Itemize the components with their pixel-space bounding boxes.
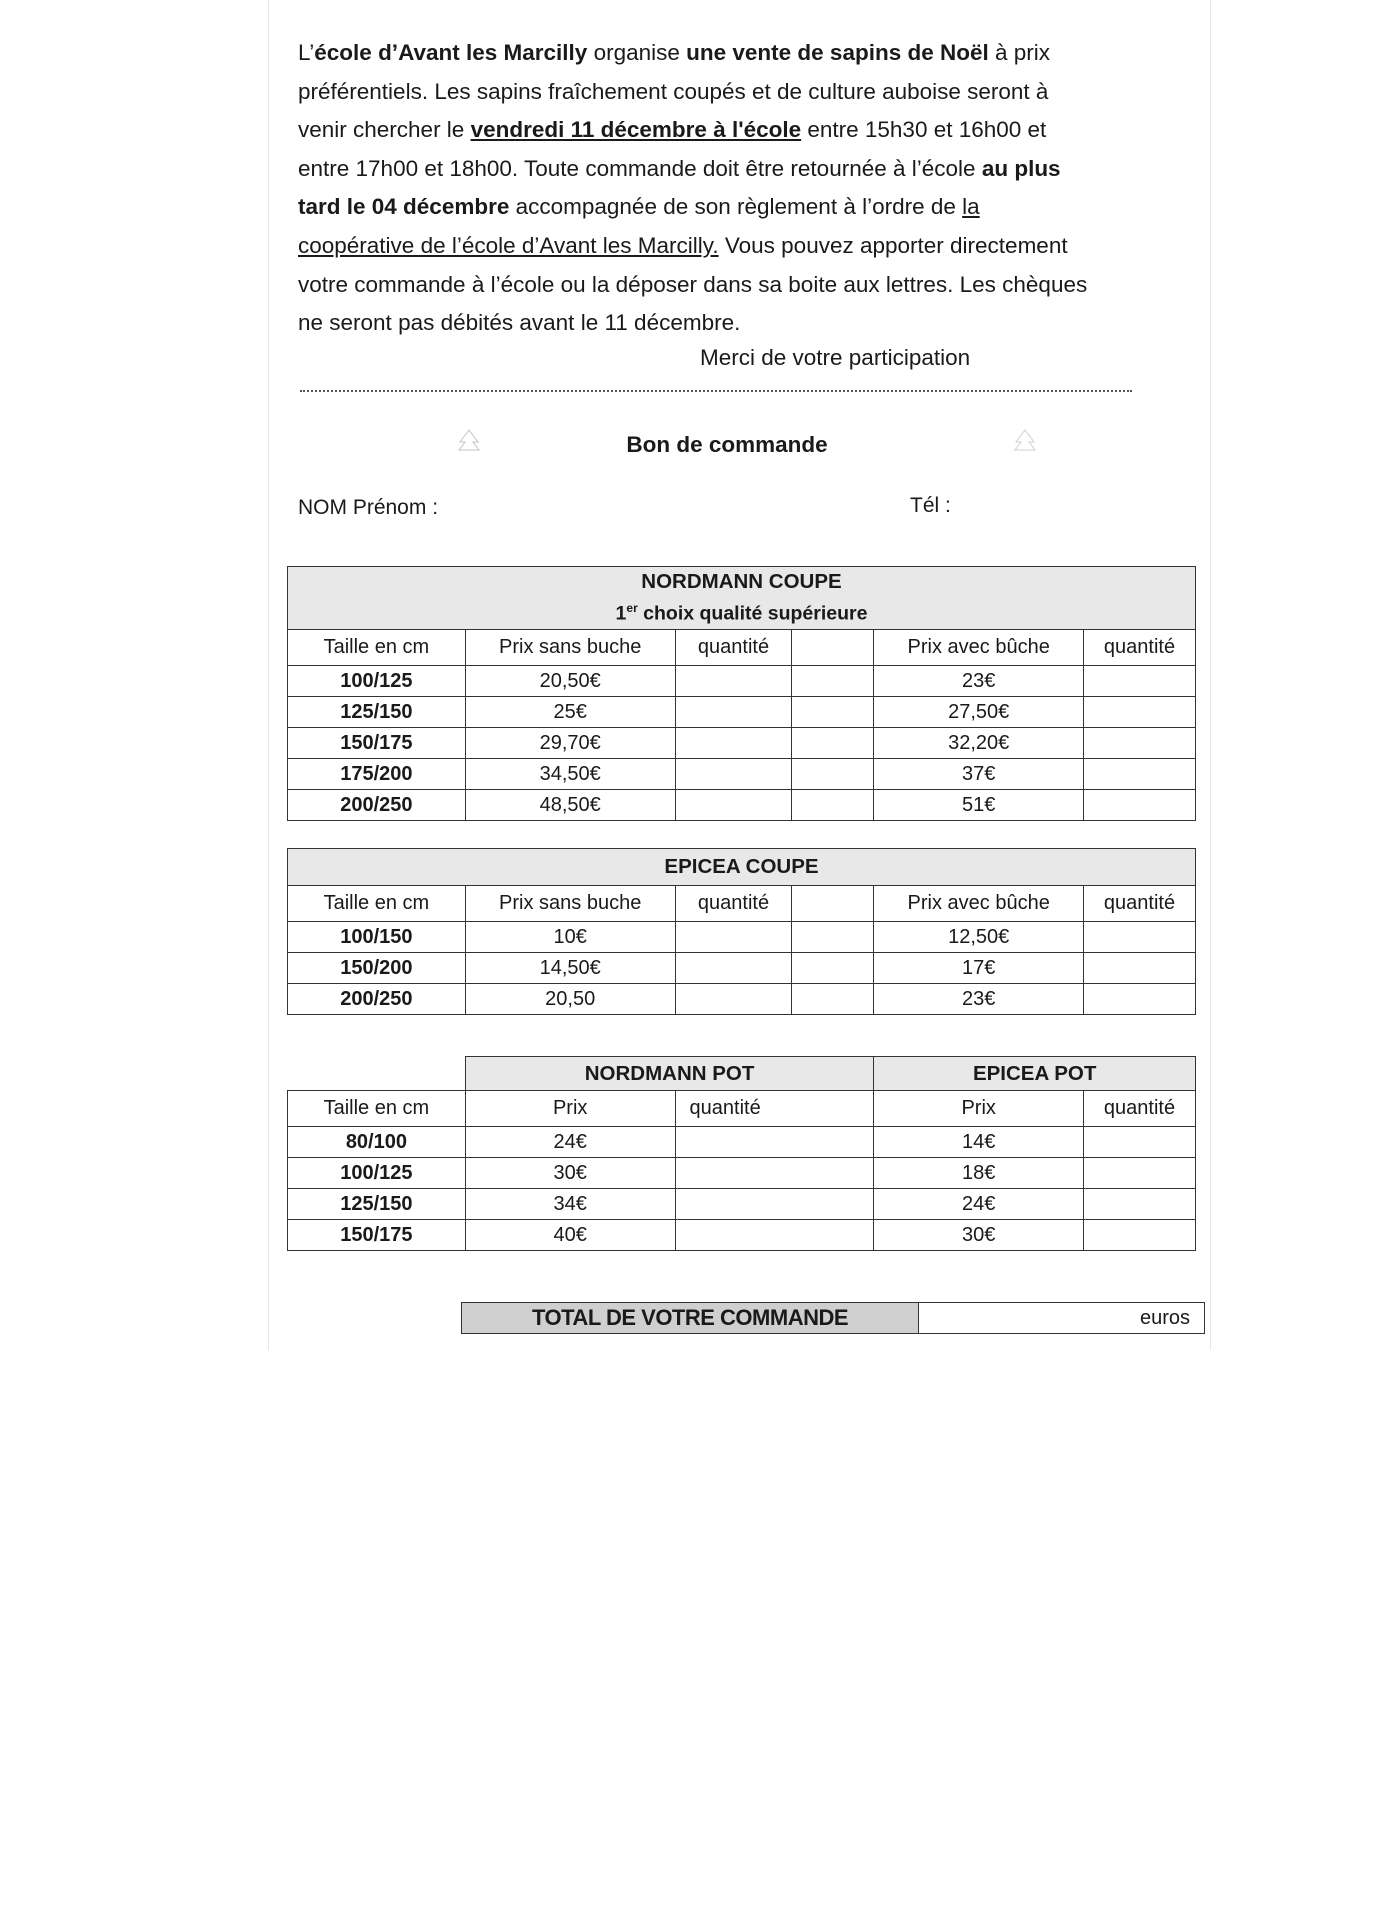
spacer-cell bbox=[792, 728, 874, 759]
quantity-input[interactable] bbox=[1084, 697, 1196, 728]
spacer-cell bbox=[792, 697, 874, 728]
column-header: quantité bbox=[675, 1091, 874, 1127]
table-row bbox=[288, 697, 1196, 728]
price-cell: 14€ bbox=[874, 1127, 1084, 1158]
intro-pickup-date: vendredi 11 décembre à l'école bbox=[470, 117, 802, 143]
quantity-input[interactable] bbox=[675, 666, 792, 697]
nordmann-coupe-table bbox=[287, 566, 1196, 821]
empty-corner bbox=[288, 1057, 466, 1091]
quantity-input[interactable] bbox=[675, 1158, 874, 1189]
quantity-input[interactable] bbox=[675, 697, 792, 728]
spacer-cell bbox=[792, 922, 874, 953]
quantity-input[interactable] bbox=[1084, 728, 1196, 759]
price-cell: 23€ bbox=[874, 666, 1084, 697]
nordmann-coupe-header bbox=[288, 567, 1196, 630]
scan-edge-right bbox=[1210, 0, 1211, 1350]
price-cell: 12,50€ bbox=[874, 922, 1084, 953]
price-cell: 40€ bbox=[465, 1220, 675, 1251]
quantity-input[interactable] bbox=[675, 1127, 874, 1158]
scan-edge-left bbox=[268, 0, 269, 1350]
quantity-input[interactable] bbox=[675, 922, 792, 953]
size-cell: 150/175 bbox=[288, 728, 466, 759]
quantity-input[interactable] bbox=[1084, 666, 1196, 697]
intro-text: accompagnée de son règlement à l’ordre de bbox=[509, 194, 963, 220]
price-cell: 24€ bbox=[874, 1189, 1084, 1220]
order-total-label: TOTAL DE VOTRE COMMANDE bbox=[462, 1303, 919, 1333]
spacer-cell bbox=[792, 630, 874, 666]
price-cell: 25€ bbox=[465, 697, 675, 728]
size-cell: 150/200 bbox=[288, 953, 466, 984]
quantity-input[interactable] bbox=[675, 759, 792, 790]
quantity-input[interactable] bbox=[675, 953, 792, 984]
currency-unit: euros bbox=[1139, 1307, 1190, 1329]
price-cell: 48,50€ bbox=[465, 790, 675, 821]
quantity-input[interactable] bbox=[675, 1189, 874, 1220]
quantity-input[interactable] bbox=[1084, 984, 1196, 1015]
intro-payee: coopérative de l’école d’Avant les Marcilly. bbox=[298, 232, 719, 258]
size-cell: 100/125 bbox=[288, 1158, 466, 1189]
thanks-text: Merci de votre participation bbox=[700, 345, 971, 370]
size-cell: 80/100 bbox=[288, 1127, 466, 1158]
column-header: quantité bbox=[675, 886, 792, 922]
size-cell: 125/150 bbox=[288, 697, 466, 728]
quantity-input[interactable] bbox=[1084, 1189, 1196, 1220]
table-row bbox=[288, 1127, 1196, 1158]
spacer-cell bbox=[792, 790, 874, 821]
intro-deadline: au plus bbox=[981, 155, 1061, 181]
price-cell: 34€ bbox=[465, 1189, 675, 1220]
epicea-coupe-title: EPICEA COUPE bbox=[288, 849, 1196, 886]
intro-text: organise bbox=[587, 40, 687, 65]
column-header: Taille en cm bbox=[288, 886, 466, 922]
intro-school-name: école d’Avant les Marcilly bbox=[314, 40, 588, 65]
table-row bbox=[288, 728, 1196, 759]
intro-payee: la bbox=[962, 194, 980, 220]
size-cell: 150/175 bbox=[288, 1220, 466, 1251]
epicea-coupe-table bbox=[287, 848, 1196, 1015]
table-row bbox=[288, 984, 1196, 1015]
size-cell: 100/150 bbox=[288, 922, 466, 953]
size-cell: 200/250 bbox=[288, 790, 466, 821]
size-cell: 200/250 bbox=[288, 984, 466, 1015]
price-cell: 29,70€ bbox=[465, 728, 675, 759]
column-header: quantité bbox=[675, 630, 792, 666]
price-cell: 30€ bbox=[874, 1220, 1084, 1251]
price-cell: 23€ bbox=[874, 984, 1084, 1015]
column-header: Prix bbox=[465, 1091, 675, 1127]
intro-text: entre 17h00 et 18h00. Toute commande doit être retournée à l’école bbox=[298, 155, 982, 181]
table-row bbox=[288, 922, 1196, 953]
subtitle-text: choix qualité supérieure bbox=[637, 602, 868, 625]
price-cell: 32,20€ bbox=[874, 728, 1084, 759]
price-cell: 17€ bbox=[874, 953, 1084, 984]
name-field-label[interactable]: NOM Prénom : bbox=[298, 496, 439, 519]
order-total-field[interactable] bbox=[919, 1303, 1204, 1333]
table-row bbox=[288, 790, 1196, 821]
quantity-input[interactable] bbox=[1084, 953, 1196, 984]
size-cell: 125/150 bbox=[288, 1189, 466, 1220]
cut-line bbox=[300, 390, 1132, 392]
price-cell: 24€ bbox=[465, 1127, 675, 1158]
intro-line: préférentiels. Les sapins fraîchement coupés et de culture auboise seront à bbox=[298, 78, 1049, 104]
quantity-input[interactable] bbox=[675, 1220, 874, 1251]
quantity-input[interactable] bbox=[1084, 1158, 1196, 1189]
intro-text: L’ bbox=[298, 40, 315, 65]
quantity-input[interactable] bbox=[1084, 1127, 1196, 1158]
price-cell: 30€ bbox=[465, 1158, 675, 1189]
order-form-title: Bon de commande bbox=[626, 432, 828, 457]
epicea-pot-title: EPICEA POT bbox=[874, 1057, 1196, 1091]
price-cell: 14,50€ bbox=[465, 953, 675, 984]
price-cell: 20,50€ bbox=[465, 666, 675, 697]
quantity-input[interactable] bbox=[675, 790, 792, 821]
quantity-input[interactable] bbox=[675, 728, 792, 759]
size-cell: 100/125 bbox=[288, 666, 466, 697]
table-row bbox=[288, 953, 1196, 984]
spacer-cell bbox=[792, 759, 874, 790]
price-cell: 18€ bbox=[874, 1158, 1084, 1189]
column-header: Prix avec bûche bbox=[874, 630, 1084, 666]
column-header: Taille en cm bbox=[288, 630, 466, 666]
price-cell: 34,50€ bbox=[465, 759, 675, 790]
quantity-input[interactable] bbox=[1084, 759, 1196, 790]
table-row bbox=[288, 1189, 1196, 1220]
column-header: quantité bbox=[1084, 886, 1196, 922]
intro-text: venir chercher le bbox=[298, 117, 471, 143]
nordmann-pot-title: NORDMANN POT bbox=[465, 1057, 874, 1091]
intro-paragraph bbox=[298, 34, 1198, 343]
intro-deadline-date: tard le 04 décembre bbox=[298, 194, 510, 220]
table-row bbox=[288, 1158, 1196, 1189]
intro-text: à prix bbox=[988, 40, 1051, 65]
intro-sale-title: une vente de sapins de Noël bbox=[686, 40, 989, 65]
price-cell: 20,50 bbox=[465, 984, 675, 1015]
price-cell: 10€ bbox=[465, 922, 675, 953]
spacer-cell bbox=[792, 886, 874, 922]
intro-text: entre 15h30 et 16h00 et bbox=[801, 117, 1047, 143]
table-row bbox=[288, 759, 1196, 790]
nordmann-coupe-title: NORDMANN COUPE bbox=[641, 570, 842, 594]
spacer-cell bbox=[792, 984, 874, 1015]
intro-line: votre commande à l’école ou la déposer dans sa boite aux lettres. Les chèques bbox=[298, 271, 1088, 297]
quantity-input[interactable] bbox=[1084, 1220, 1196, 1251]
table-row bbox=[288, 666, 1196, 697]
column-header: Prix sans buche bbox=[465, 630, 675, 666]
subtitle-sup: er bbox=[626, 601, 638, 616]
column-header: quantité bbox=[1084, 630, 1196, 666]
price-cell: 37€ bbox=[874, 759, 1084, 790]
spacer-cell bbox=[792, 953, 874, 984]
spacer-cell bbox=[792, 666, 874, 697]
price-cell: 51€ bbox=[874, 790, 1084, 821]
table-row bbox=[288, 1220, 1196, 1251]
intro-text: Vous pouvez apporter directement bbox=[718, 232, 1068, 258]
column-header: Prix sans buche bbox=[465, 886, 675, 922]
nordmann-coupe-subtitle bbox=[288, 595, 1195, 628]
subtitle-text: 1 bbox=[615, 602, 627, 625]
column-header: quantité bbox=[1084, 1091, 1196, 1127]
column-header: Prix avec bûche bbox=[874, 886, 1084, 922]
column-header: Prix bbox=[874, 1091, 1084, 1127]
intro-line: ne seront pas débités avant le 11 décembre. bbox=[298, 310, 741, 336]
price-cell: 27,50€ bbox=[874, 697, 1084, 728]
phone-field-label[interactable]: Tél : bbox=[910, 494, 951, 517]
quantity-input[interactable] bbox=[675, 984, 792, 1015]
pots-table bbox=[287, 1056, 1196, 1251]
size-cell: 175/200 bbox=[288, 759, 466, 790]
quantity-input[interactable] bbox=[1084, 790, 1196, 821]
column-header: Taille en cm bbox=[288, 1091, 466, 1127]
quantity-input[interactable] bbox=[1084, 922, 1196, 953]
order-total bbox=[461, 1302, 1205, 1334]
